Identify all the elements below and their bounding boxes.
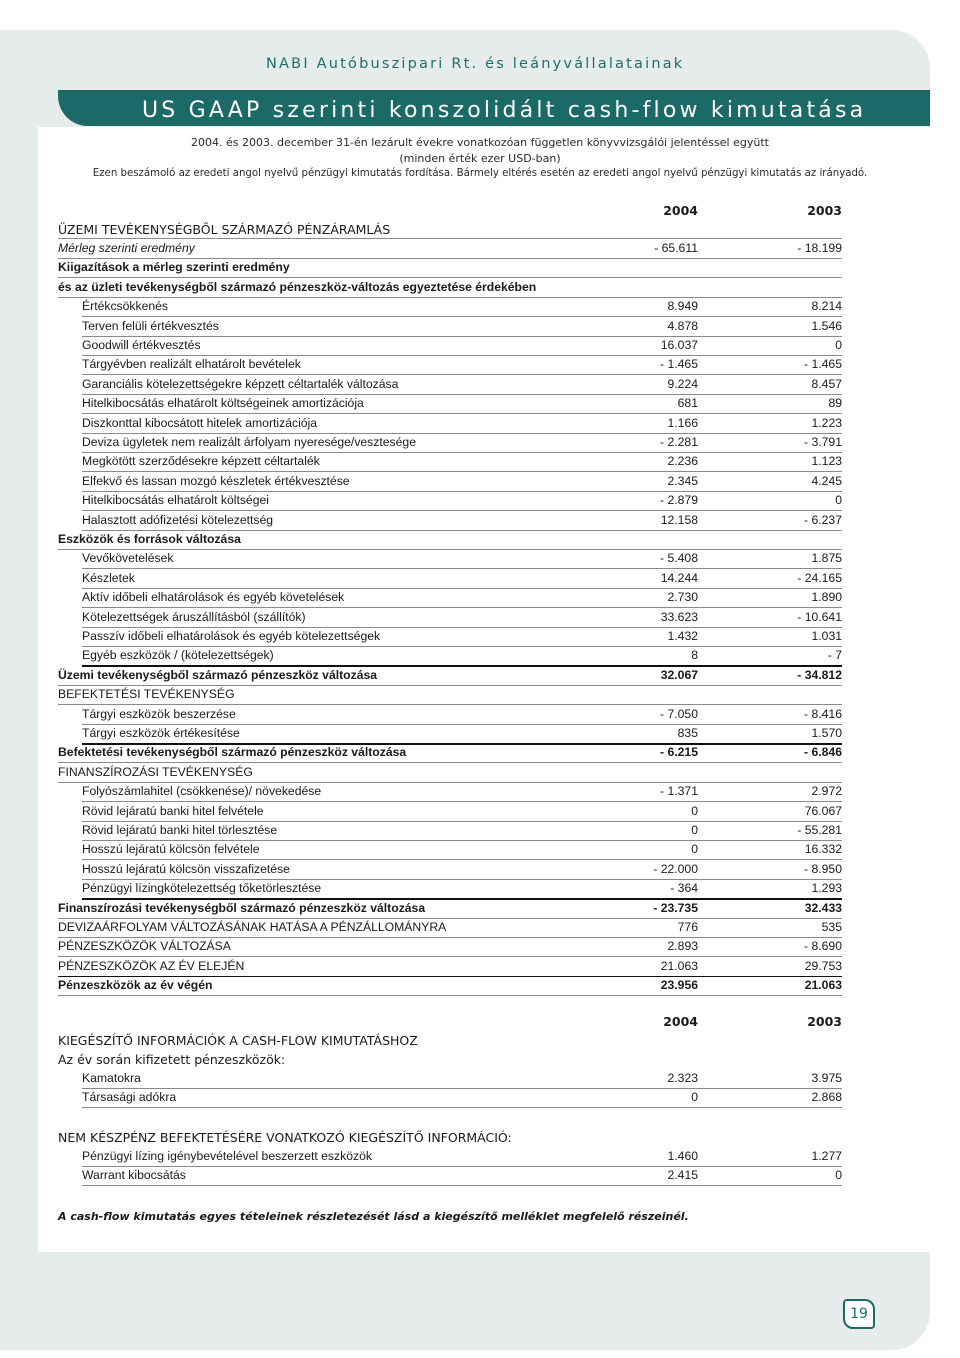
row-label: Készletek [82,570,135,585]
row-rule [82,607,842,608]
value-2003: 29.753 [804,958,842,973]
row-label: Hitelkibocsátás elhatárolt költségeinek amortizációja [82,396,364,411]
value-2004: 1.460 [667,1149,698,1163]
row-label: Pénzügyi lízingkötelezettség tőketörlesztése [82,881,322,896]
value-2004: 1.432 [667,629,698,643]
value-2004: 2.893 [667,939,698,954]
value-2003: 0 [835,493,842,508]
row-rule [82,491,842,492]
row-label: Üzemi tevékenységből származó pénzeszköz változása [58,667,378,682]
value-2004: - 6.215 [660,745,698,760]
row-label: Rövid lejáratú banki hitel felvétele [82,803,264,818]
value-2003: 1.890 [811,590,842,605]
value-2004: 2.323 [667,1071,698,1085]
value-2004: - 23.735 [653,900,698,915]
value-2004: 0 [691,823,698,837]
value-2003: 32.433 [804,900,842,915]
value-2004: 681 [677,396,698,411]
row-rule [82,840,842,841]
row-rule [58,937,842,938]
value-2004: 33.623 [660,609,698,624]
row-label: Diszkonttal kibocsátott hitelek amortizációja [82,415,318,430]
row-rule [58,918,842,919]
value-2004: 2.415 [667,1168,698,1183]
value-2003: - 24.165 [797,570,842,585]
row-label: Terven felüli értékvesztés [82,318,219,333]
row-rule [82,1107,842,1108]
value-2003: 2.868 [811,1090,842,1105]
value-2003: - 55.281 [797,823,842,837]
value-2003: - 8.690 [804,939,842,954]
row-rule [82,530,842,531]
row-rule [82,898,842,900]
row-label: Garanciális kötelezettségekre képzett céltartalék változása [82,376,399,391]
value-2004: - 2.879 [660,493,698,508]
value-2003: 3.975 [811,1071,842,1085]
row-rule [82,568,842,569]
row-rule [82,452,842,453]
value-2003: - 18.199 [797,241,842,255]
value-2004: 23.956 [660,978,698,993]
row-label: Hitelkibocsátás elhatárolt költségei [82,493,269,508]
row-rule [82,316,842,317]
row-rule [82,413,842,414]
value-2004: 12.158 [660,512,698,527]
row-rule [82,627,842,628]
row-rule [82,433,842,434]
row-rule [82,1166,842,1167]
row-rule [58,976,842,978]
value-2004: - 1.371 [660,784,698,799]
row-rule [82,588,842,589]
row-label: Tárgyi eszközök beszerzése [82,706,236,721]
row-rule [82,665,842,667]
value-2003: - 3.791 [804,435,842,449]
row-label: PÉNZESZKÖZÖK VÁLTOZÁSA [58,939,231,954]
value-2003: - 34.812 [797,667,842,682]
row-label: Aktív időbeli elhatárolások és egyéb követelések [82,590,345,605]
value-2003: - 8.416 [804,706,842,721]
row-label: Finanszírozási tevékenységből származó pénzeszköz változása [58,900,426,915]
row-label: és az üzleti tevékenységből származó pénzeszköz-változás egyeztetése érdekében [58,279,537,294]
row-rule [58,549,842,550]
row-label: Tárgyévben realizált elhatárolt bevételek [82,357,301,372]
value-2003: 1.123 [811,454,842,469]
row-label: Elfekvő és lassan mozgó készletek értékvesztése [82,473,350,488]
row-label: Warrant kibocsátás [82,1168,186,1183]
column-header-2003: 2003 [807,203,842,218]
value-2003: 0 [835,1168,842,1183]
company-name: NABI Autóbuszipari Rt. és leányvállalatainak [266,56,685,72]
value-2004: - 364 [670,881,698,896]
subtitle-translation-note: Ezen beszámoló az eredeti angol nyelvű pénzügyi kimutatás fordítása. Bármely eltérés esetén az eredeti angol nyelvű pénzügyi kimutatás az irányadó. [92,168,868,179]
row-rule [58,995,842,996]
row-label: Folyószámlahitel (csökkenése)/ növekedése [82,784,322,799]
value-2004: 14.244 [660,570,698,585]
footnote: A cash-flow kimutatás egyes tételeinek részletezését lásd a kiegészítő melléklet megfelelő részeinél. [58,1210,689,1223]
row-label: FINANSZÍROZÁSI TEVÉKENYSÉG [58,764,253,779]
value-2003: 1.277 [811,1149,842,1163]
value-2003: 1.031 [811,629,842,643]
row-rule [58,782,842,783]
row-rule [82,1185,842,1186]
supplement-header-2004: 2004 [663,1014,698,1029]
value-2003: - 10.641 [797,609,842,624]
row-label: Egyéb eszközök / (kötelezettségek) [82,648,274,663]
row-rule [82,724,842,725]
value-2004: 8 [691,648,698,663]
row-rule [58,956,842,957]
value-2003: 0 [835,338,842,352]
value-2004: 0 [691,1090,698,1105]
value-2003: - 1.465 [804,357,842,372]
row-rule [82,646,842,647]
value-2003: 1.875 [811,551,842,566]
value-2003: 16.332 [804,842,842,857]
row-label: Hosszú lejáratú kölcsön felvétele [82,842,260,857]
row-label: Mérleg szerinti eredmény [58,241,195,255]
row-label: Passzív időbeli elhatárolások és egyéb kötelezettségek [82,629,381,643]
value-2003: 4.245 [811,473,842,488]
value-2004: 0 [691,842,698,857]
section-title-operating: ÜZEMI TEVÉKENYSÉGBŐL SZÁRMAZÓ PÉNZÁRAMLÁS [58,222,391,237]
value-2004: 2.236 [667,454,698,469]
column-header-2004: 2004 [663,203,698,218]
row-label: PÉNZESZKÖZÖK AZ ÉV ELEJÉN [58,958,245,973]
row-label: Goodwill értékvesztés [82,338,201,352]
row-label: Társasági adókra [82,1090,177,1105]
row-label: Hosszú lejáratú kölcsön visszafizetése [82,861,290,876]
value-2004: - 1.465 [660,357,698,372]
row-rule [82,743,842,745]
value-2004: 2.730 [667,590,698,605]
row-rule [82,821,842,822]
value-2004: 16.037 [660,338,698,352]
row-label: Vevőkövetelések [82,551,174,566]
value-2004: 835 [677,726,698,740]
header-rule [58,238,842,239]
row-rule [58,277,842,278]
row-label: Kamatokra [82,1071,141,1085]
value-2003: - 8.950 [804,861,842,876]
value-2003: 1.223 [811,415,842,430]
row-label: Eszközök és források változása [58,532,241,546]
value-2003: 1.570 [811,726,842,740]
value-2004: 2.345 [667,473,698,488]
row-label: Rövid lejáratú banki hitel törlesztése [82,823,278,837]
row-label: Tárgyi eszközök értékesítése [82,726,240,740]
supplement-title: KIEGÉSZÍTŐ INFORMÁCIÓK A CASH-FLOW KIMUTATÁSHOZ [58,1033,418,1048]
value-2003: 8.214 [811,299,842,314]
row-rule [58,685,842,686]
value-2003: - 6.846 [804,745,842,760]
value-2004: 9.224 [667,376,698,391]
value-2004: - 65.611 [654,241,698,255]
value-2004: - 7.050 [660,706,698,721]
value-2004: 776 [677,920,698,934]
value-2003: - 7 [827,648,842,663]
value-2004: - 5.408 [660,551,698,566]
value-2003: 535 [821,920,842,934]
subtitle-units: (minden érték ezer USD-ban) [399,152,561,165]
value-2004: 32.067 [660,667,698,682]
value-2004: 0 [691,803,698,818]
row-label: Befektetési tevékenységből származó pénzeszköz változása [58,745,407,760]
row-rule [82,859,842,860]
row-rule [82,471,842,472]
value-2004: 1.166 [667,415,698,430]
row-rule [82,801,842,802]
row-label: BEFEKTETÉSI TEVÉKENYSÉG [58,687,235,702]
value-2003: 2.972 [811,784,842,799]
row-label: Értékcsökkenés [82,299,169,314]
row-label: Pénzügyi lízing igénybevételével beszerzett eszközök [82,1149,372,1163]
row-rule [82,355,842,356]
value-2003: 1.293 [811,881,842,896]
row-rule [82,879,842,880]
row-label: Megkötött szerződésekre képzett céltartalék [82,454,320,469]
value-2004: 8.949 [667,299,698,314]
value-2003: 76.067 [804,803,842,818]
value-2003: 21.063 [804,978,842,993]
row-label: Pénzeszközök az év végén [58,978,213,993]
row-rule [58,704,842,705]
value-2004: 4.878 [667,318,698,333]
row-rule [82,336,842,337]
value-2004: - 22.000 [653,861,698,876]
paid-label: Az év során kifizetett pénzeszközök: [58,1052,286,1067]
value-2004: 21.063 [660,958,698,973]
row-label: Halasztott adófizetési kötelezettség [82,512,274,527]
row-label: Kötelezettségek áruszállításból (szállítók) [82,609,306,624]
noncash-title: NEM KÉSZPÉNZ BEFEKTETÉSÉRE VONATKOZÓ KIEGÉSZÍTŐ INFORMÁCIÓ: [58,1130,512,1145]
row-rule [82,510,842,511]
value-2003: 8.457 [811,376,842,391]
row-rule [58,762,842,763]
value-2003: 89 [828,396,842,411]
value-2003: 1.546 [811,318,842,333]
page-number: 19 [843,1299,875,1329]
row-rule [82,394,842,395]
row-label: Deviza ügyletek nem realizált árfolyam nyeresége/vesztesége [82,435,416,449]
subtitle-period: 2004. és 2003. december 31-én lezárult évekre vonatkozóan független könyvvizsgálói jelentéssel együtt [191,136,769,149]
value-2003: - 6.237 [804,512,842,527]
row-rule [58,297,842,298]
row-rule [82,1088,842,1089]
row-rule [82,374,842,375]
row-label: DEVIZAÁRFOLYAM VÁLTOZÁSÁNAK HATÁSA A PÉNZÁLLOMÁNYRA [58,920,447,934]
row-rule [58,258,842,259]
page-title: US GAAP szerinti konszolidált cash-flow kimutatása [142,98,867,123]
row-label: Kiigazítások a mérleg szerinti eredmény [58,260,290,275]
supplement-header-2003: 2003 [807,1014,842,1029]
value-2004: - 2.281 [660,435,698,449]
